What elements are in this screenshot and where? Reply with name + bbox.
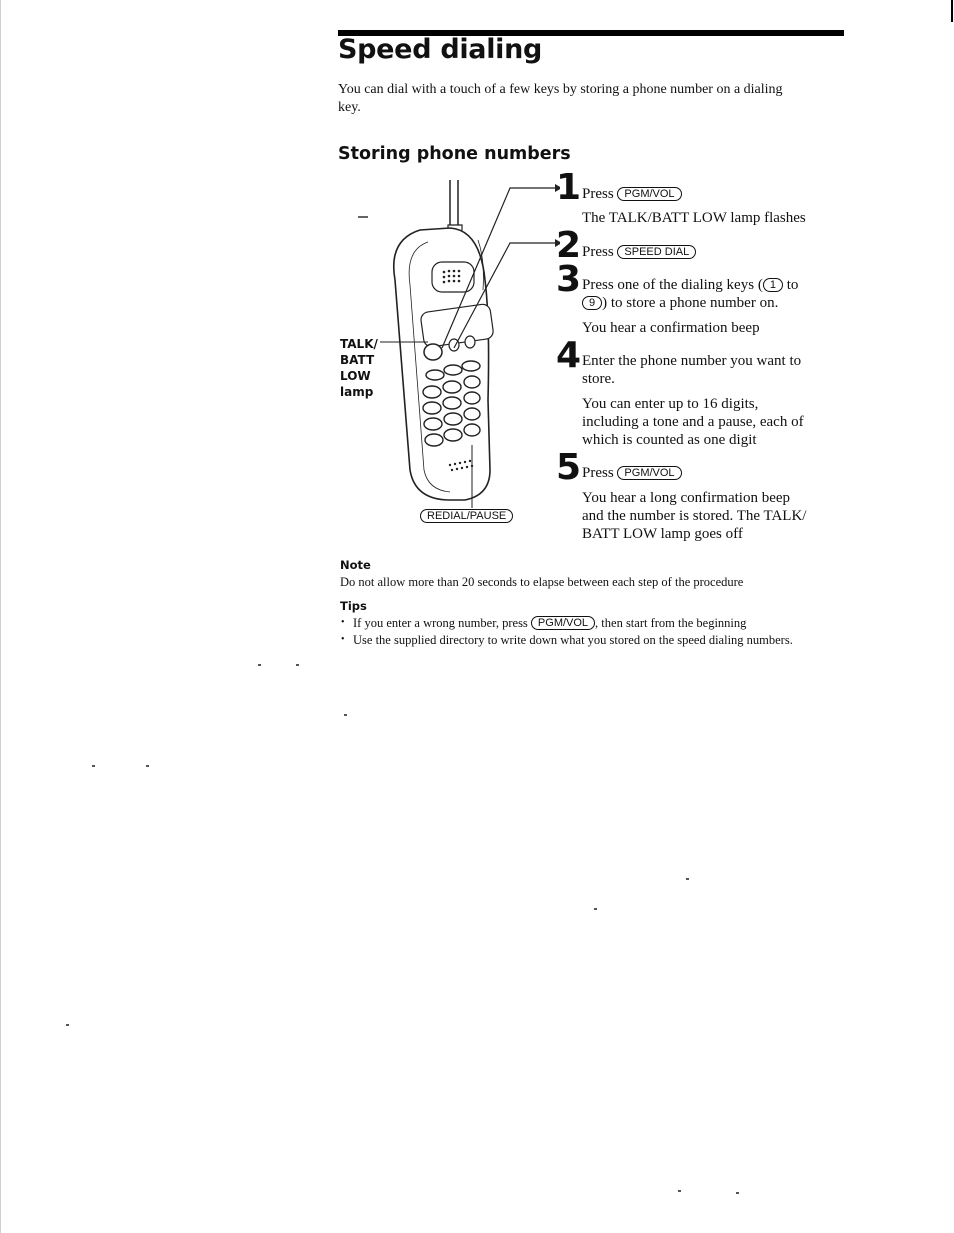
callout-line-2: BATT <box>340 353 375 367</box>
intro-line-1: You can dial with a touch of a few keys by storing a phone number on a dialing <box>338 82 783 97</box>
scan-edge <box>0 0 1 1233</box>
step-5-press: Press <box>582 465 614 481</box>
page-title: Speed dialing <box>338 34 543 65</box>
tip-1-before: If you enter a wrong number, press <box>353 616 528 630</box>
step-2-number: 2 <box>556 225 582 266</box>
step-3-number: 3 <box>556 259 582 300</box>
step-5-line-1 <box>582 464 682 482</box>
step-4-line-3: You can enter up to 16 digits, <box>582 396 759 412</box>
scan-speck <box>146 765 149 767</box>
scan-speck <box>344 714 347 716</box>
scan-speck <box>66 1024 69 1026</box>
note-text: Do not allow more than 20 seconds to elapse between each step of the procedure <box>340 575 744 589</box>
step-3-to: to <box>786 277 799 293</box>
section-title: Storing phone numbers <box>338 144 571 164</box>
tip-pgm-vol-key: PGM/VOL <box>531 616 595 630</box>
step-3-line-2-text: ) to store a phone number on. <box>602 295 779 311</box>
tip-1-bullet: • <box>341 617 345 628</box>
scan-speck <box>296 664 299 666</box>
step-3-text: Press one of the dialing keys <box>582 277 755 293</box>
speed-dial-key: SPEED DIAL <box>617 245 696 259</box>
intro-text <box>338 81 844 117</box>
tip-2-bullet: • <box>341 634 345 645</box>
step-2-line-1 <box>582 243 696 261</box>
tips-heading: Tips <box>340 599 367 613</box>
scan-speck <box>258 664 261 666</box>
step-5-number: 5 <box>556 447 582 488</box>
step-1-press: Press <box>582 186 614 202</box>
pgm-vol-key-2: PGM/VOL <box>617 466 681 480</box>
callout-line-1: TALK/ <box>340 337 378 351</box>
scan-speck <box>678 1190 681 1192</box>
pgm-vol-key: PGM/VOL <box>617 187 681 201</box>
tip-1-text <box>353 615 746 631</box>
step-1-line-1 <box>582 185 682 203</box>
step-5-line-4: BATT LOW lamp goes off <box>582 526 743 542</box>
callout-line-4: lamp <box>340 385 374 399</box>
step-5-line-2: You hear a long confirmation beep <box>582 490 791 506</box>
step-4-line-5: which is counted as one digit <box>582 432 757 448</box>
step-1-line-2: The TALK/BATT LOW lamp flashes <box>582 210 806 226</box>
step-2-press: Press <box>582 244 614 260</box>
redial-pause-key: REDIAL/PAUSE <box>420 509 513 523</box>
scan-speck <box>92 765 95 767</box>
step-3-line-1: Press one of the dialing keys ( 1 to <box>582 277 799 293</box>
intro-line-2: key. <box>338 100 361 115</box>
tip-2-text: Use the supplied directory to write down what you stored on the speed dialing numbers. <box>353 633 793 647</box>
scan-speck <box>594 908 597 910</box>
scan-edge-mark <box>951 0 953 22</box>
step-3-line-2 <box>582 294 778 312</box>
step-5-line-3: and the number is stored. The TALK/ <box>582 508 807 524</box>
dial-key-1: 1 <box>763 278 783 292</box>
step-4-number: 4 <box>556 335 582 376</box>
scan-speck <box>686 878 689 880</box>
step-1-number: 1 <box>556 167 582 208</box>
tip-1-after: , then start from the beginning <box>595 616 747 630</box>
step-4-line-4: including a tone and a pause, each of <box>582 414 804 430</box>
callout-line-3: LOW <box>340 369 371 383</box>
redial-pause-callout <box>420 507 513 525</box>
note-heading: Note <box>340 558 371 572</box>
step-4-line-2: store. <box>582 371 615 387</box>
step-4-line-1: Enter the phone number you want to <box>582 353 802 369</box>
scan-speck <box>736 1192 739 1194</box>
dial-key-9: 9 <box>582 296 602 310</box>
step-3-line-3: You hear a confirmation beep <box>582 320 760 336</box>
talk-batt-low-callout <box>340 336 378 400</box>
